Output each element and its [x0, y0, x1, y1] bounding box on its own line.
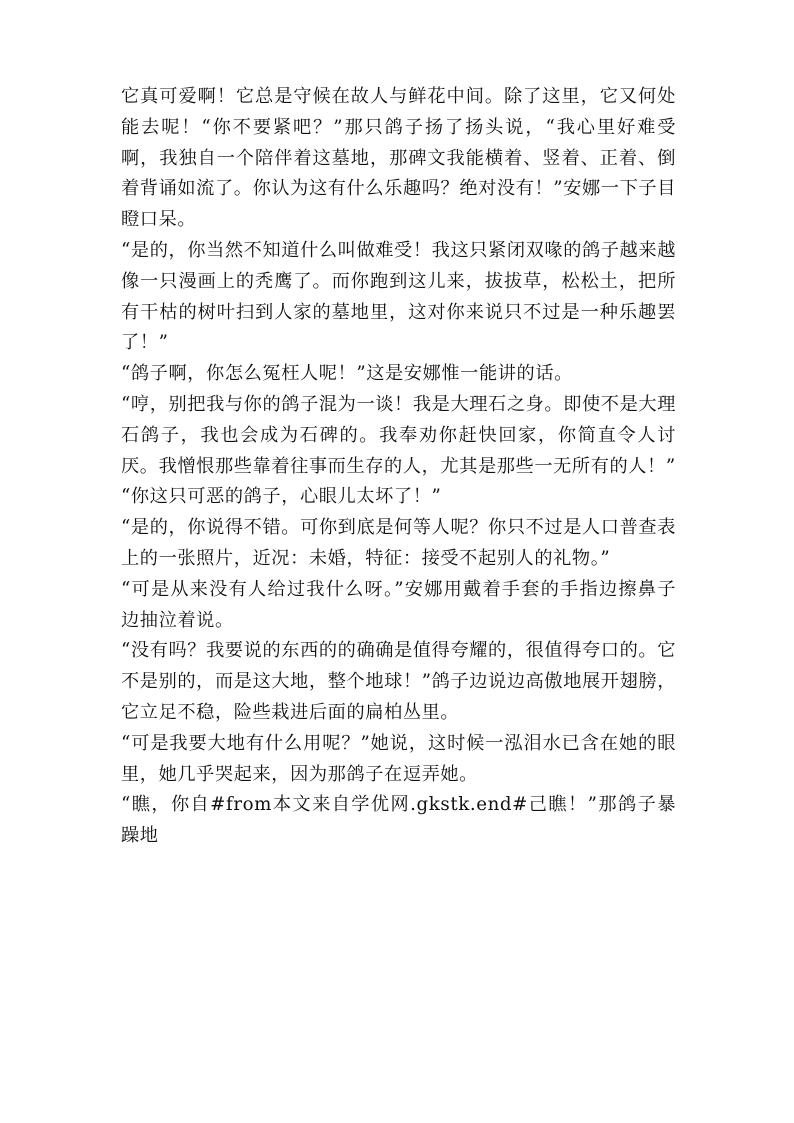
- paragraph-6: “是的，你说得不错。可你到底是何等人呢？你只不过是人口普查表上的一张照片，近况：未婚，特征：接受不起别人的礼物。”: [121, 517, 676, 569]
- paragraph-9: “可是我要大地有什么用呢？”她说，这时候一泓泪水已含在她的眼里，她几乎哭起来，因为那鸽子在逗弄她。: [121, 732, 676, 785]
- document-body: [121, 82, 676, 852]
- paragraph-7: “可是从来没有人给过我什么呀。”安娜用戴着手套的手指边擦鼻子边抽泣着说。: [121, 578, 676, 631]
- paragraph-3: “鸽子啊，你怎么冤枉人呢！”这是安娜惟一能讲的话。: [121, 363, 573, 385]
- paragraph-4: “哼，别把我与你的鸽子混为一谈！我是大理石之身。即使不是大理石鸽子，我也会成为石碑的。我奉劝你赶快回家，你简直令人讨厌。我憎恨那些靠着往事而生存的人，尤其是那些一无所有的人！”: [121, 393, 676, 477]
- paragraph-1: 它真可爱啊！它总是守候在故人与鲜花中间。除了这里，它又何处能去呢！“你不要紧吧？”那只鸽子扬了扬头说，“我心里好难受啊，我独自一个陪伴着这墓地，那碑文我能横着、竖着、正着、倒着背诵如流了。你认为这有什么乐趣吗？绝对没有！”安娜一下子目瞪口呆。: [121, 86, 676, 231]
- paragraph-10: “瞧，你自#from本文来自学优网.gkstk.end#己瞧！”那鸽子暴躁地: [121, 794, 676, 847]
- paragraph-5: “你这只可恶的鸽子，心眼儿太坏了！”: [121, 486, 442, 508]
- paragraph-8: “没有吗？我要说的东西的的确确是值得夸耀的，很值得夸口的。它不是别的，而是这大地，整个地球！”鸽子边说边高傲地展开翅膀，它立足不稳，险些栽进后面的扁柏丛里。: [121, 640, 676, 723]
- paragraph-2: “是的，你当然不知道什么叫做难受！我这只紧闭双喙的鸽子越来越像一只漫画上的秃鹰了。而你跑到这儿来，拔拔草，松松土，把所有干枯的树叶扫到人家的墓地里，这对你来说只不过是一种乐趣罢了！”: [121, 239, 676, 354]
